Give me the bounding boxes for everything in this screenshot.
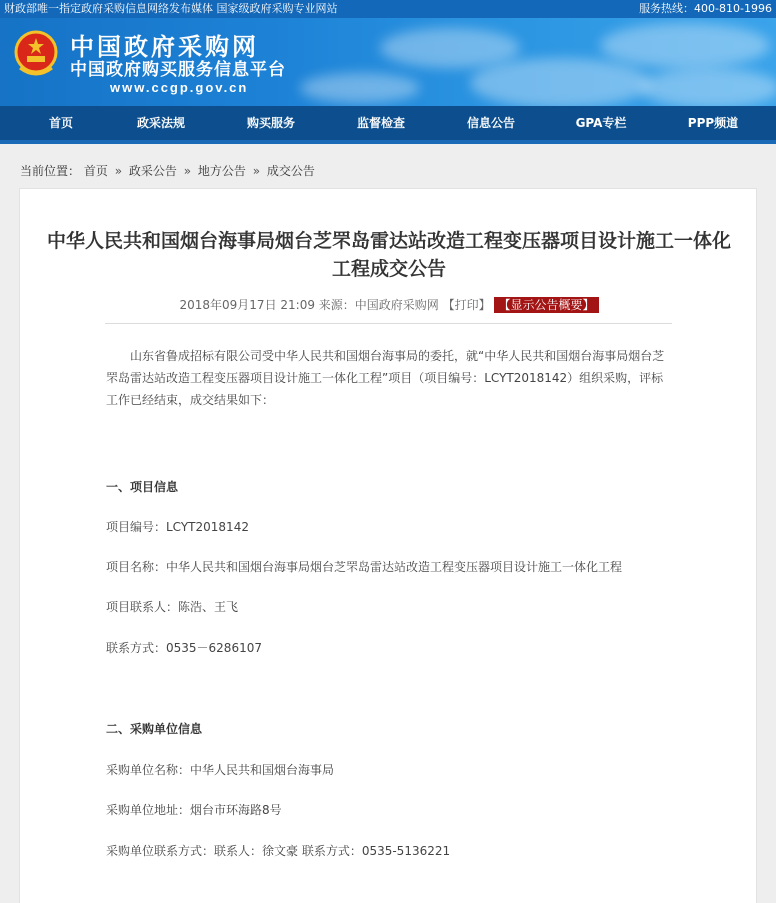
buyer-contact: 采购单位联系方式：联系人：徐文豪 联系方式：0535-5136221: [106, 844, 451, 858]
nav-item-regulations[interactable]: 政采法规: [136, 116, 185, 130]
project-phone: 联系方式：0535－6286107: [106, 641, 262, 655]
main-nav: [0, 106, 776, 144]
print-link[interactable]: 【打印】: [442, 298, 491, 312]
project-number: 项目编号：LCYT2018142: [106, 520, 249, 534]
article-title-line1: 中华人民共和国烟台海事局烟台芝罘岛雷达站改造工程变压器项目设计施工一体化: [46, 230, 731, 252]
breadcrumb-deal[interactable]: 成交公告: [266, 164, 315, 178]
nav-item-announcements[interactable]: 信息公告: [466, 116, 515, 130]
article-title: [30, 227, 748, 283]
divider: [105, 323, 672, 324]
breadcrumb-prefix: 当前位置：: [20, 164, 81, 178]
breadcrumb-separator: »: [114, 164, 123, 178]
site-url: www.ccgp.gov.cn: [110, 80, 249, 95]
nav-item-gpa[interactable]: GPA专栏: [575, 116, 627, 130]
site-subtitle: 中国政府购买服务信息平台: [70, 60, 286, 80]
national-emblem-icon: [14, 30, 58, 80]
nav-item-supervision[interactable]: 监督检查: [356, 116, 405, 130]
summary-button[interactable]: 【显示公告概要】: [494, 297, 598, 313]
service-hotline: 服务热线：400-810-1996: [639, 2, 772, 15]
nav-item-home[interactable]: 首页: [48, 116, 73, 130]
breadcrumb-local[interactable]: 地方公告: [197, 164, 246, 178]
buyer-name: 采购单位名称：中华人民共和国烟台海事局: [106, 763, 335, 777]
site-banner: [0, 18, 776, 106]
site-title[interactable]: 中国政府采购网: [70, 33, 259, 61]
breadcrumb: [20, 162, 315, 180]
breadcrumb-home[interactable]: 首页: [83, 164, 108, 178]
breadcrumb-procurement[interactable]: 政采公告: [128, 164, 177, 178]
nav-item-purchase-services[interactable]: 购买服务: [246, 116, 295, 130]
article-title-line2: 工程成交公告: [331, 258, 446, 280]
breadcrumb-separator: »: [183, 164, 192, 178]
article-source: 来源：中国政府采购网: [318, 298, 439, 312]
project-contacts: 项目联系人：陈浩、王飞: [106, 600, 239, 614]
section-project-info-heading: 一、项目信息: [106, 480, 179, 494]
project-name: 项目名称：中华人民共和国烟台海事局烟台芝罘岛雷达站改造工程变压器项目设计施工一体化工程: [106, 560, 623, 574]
article-panel: [19, 188, 757, 903]
article-intro: 山东省鲁成招标有限公司受中华人民共和国烟台海事局的委托，就“中华人民共和国烟台海事局烟台芝罘岛雷达站改造工程变压器项目设计施工一体化工程”项目（项目编号：LCYT2018142）组织采购，评标工作已经结束，成交结果如下：: [106, 349, 665, 407]
breadcrumb-separator: »: [252, 164, 261, 178]
nav-item-ppp[interactable]: PPP频道: [687, 116, 739, 130]
article-datetime: 2018年09月17日 21:09: [179, 298, 315, 312]
section-buyer-info-heading: 二、采购单位信息: [106, 722, 203, 736]
top-slogan: 财政部唯一指定政府采购信息网络发布媒体 国家级政府采购专业网站: [4, 2, 338, 15]
article-meta: [20, 297, 758, 313]
top-info-bar: [0, 0, 776, 18]
buyer-address: 采购单位地址：烟台市环海路8号: [106, 803, 282, 817]
